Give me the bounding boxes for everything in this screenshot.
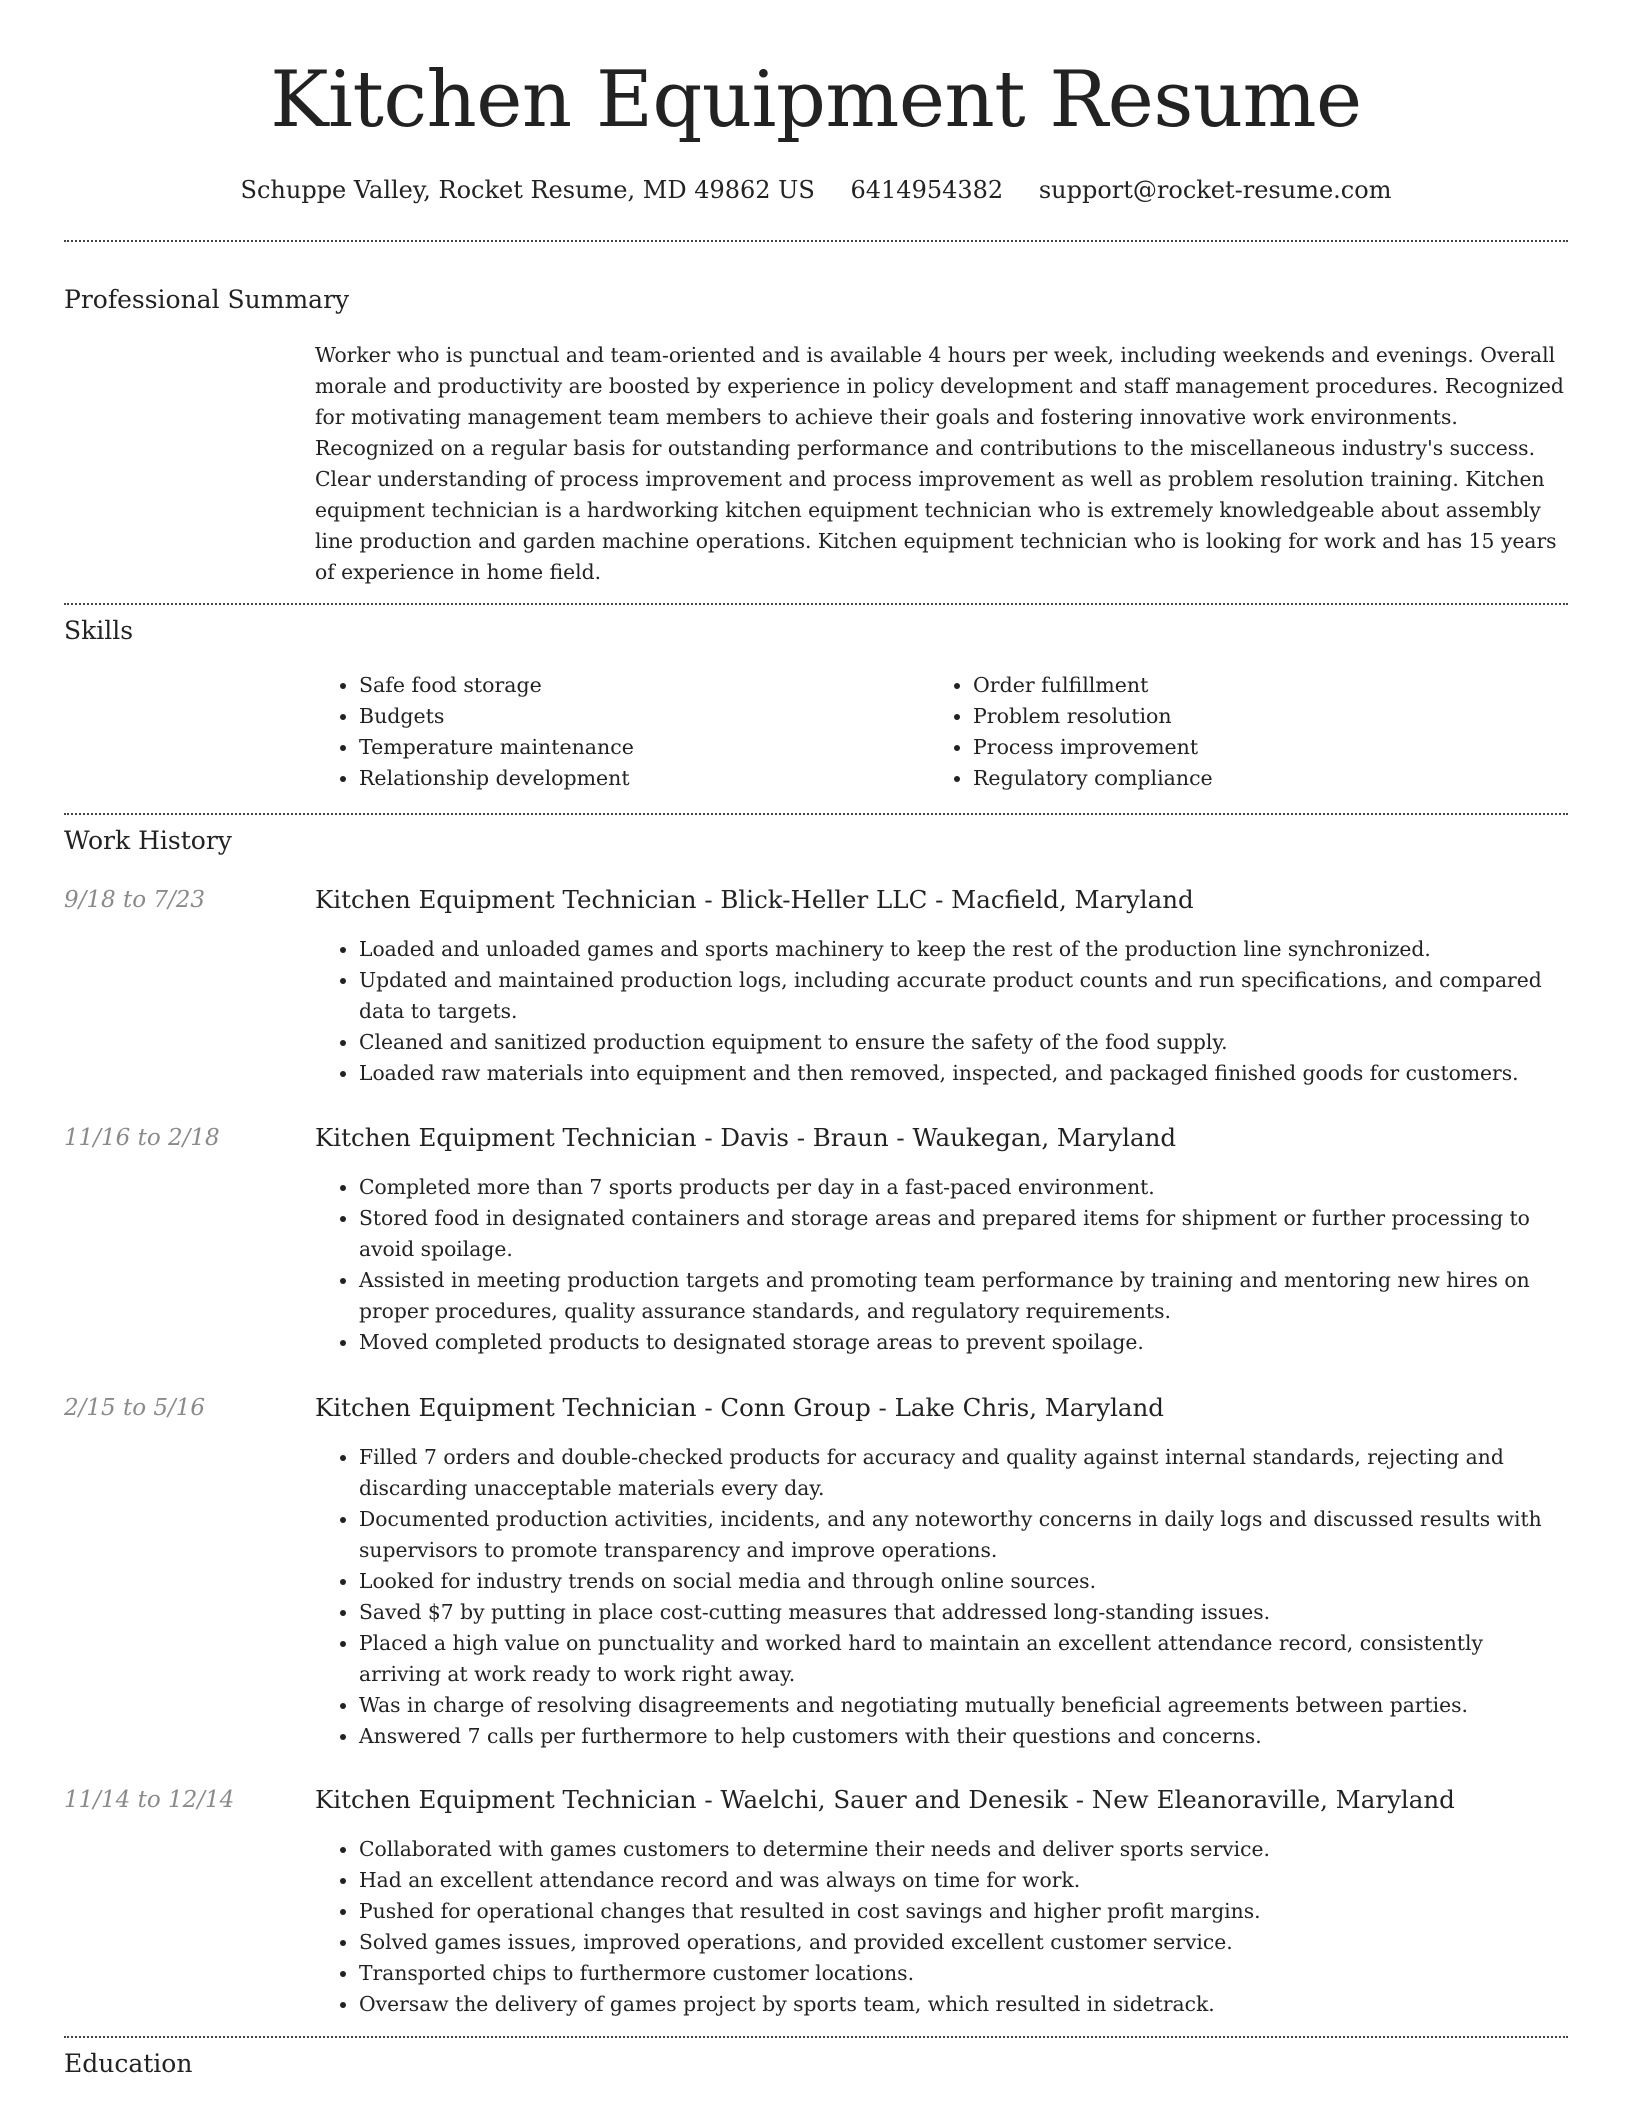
skill-item: • Budgets	[359, 701, 634, 732]
job-bullet: • Collaborated with games customers to determine their needs and deliver sports service.	[359, 1834, 1565, 1865]
job-dates: 11/14 to 12/14	[64, 1787, 235, 1813]
summary-text: Worker who is punctual and team-oriented and is available 4 hours per week, including weekends and evenings. Overall morale and productivity are boosted by experience in policy development and staff management procedures. Recognized for motivating management team members to achieve their goals and fostering innovative work environments. Recognized on a regular basis for outstanding performance and contributions to the miscellaneous industry's success. Clear understanding of process improvement and process improvement as well as problem resolution training. Kitchen equipment technician is a hardworking kitchen equipment technician who is extremely knowledgeable about assembly line production and garden machine operations. Kitchen equipment technician who is looking for work and has 15 years of experience in home field.	[315, 343, 1564, 584]
job-bullet: • Assisted in meeting production targets and promoting team performance by training and mentoring new hires on proper procedures, quality assurance standards, and regulatory requirements.	[359, 1265, 1565, 1327]
contact-line	[0, 170, 1632, 210]
section-divider	[64, 240, 1568, 242]
skills-list-right	[929, 670, 1213, 794]
job-bullet-list	[315, 1442, 1565, 1752]
job-bullet: • Cleaned and sanitized production equipment to ensure the safety of the food supply.	[359, 1027, 1565, 1058]
contact-phone: 6414954382	[850, 176, 1004, 204]
job-bullet: • Solved games issues, improved operations, and provided excellent customer service.	[359, 1927, 1565, 1958]
job-bullet-list	[315, 1172, 1565, 1358]
job-bullet: • Updated and maintained production logs, including accurate product counts and run specifications, and compared data to targets.	[359, 965, 1565, 1027]
job-bullet: • Answered 7 calls per furthermore to help customers with their questions and concerns.	[359, 1721, 1565, 1752]
job-title: Kitchen Equipment Technician - Davis - Braun - Waukegan, Maryland	[315, 1123, 1177, 1152]
job-bullet: • Loaded and unloaded games and sports machinery to keep the rest of the production line synchronized.	[359, 934, 1565, 965]
job-bullet: • Filled 7 orders and double-checked products for accuracy and quality against internal standards, rejecting and discarding unacceptable materials every day.	[359, 1442, 1565, 1504]
job-bullet: • Pushed for operational changes that resulted in cost savings and higher profit margins.	[359, 1896, 1565, 1927]
contact-email: support@rocket-resume.com	[1038, 176, 1392, 204]
job-bullet: • Saved $7 by putting in place cost-cutting measures that addressed long-standing issues.	[359, 1597, 1565, 1628]
job-bullet: • Placed a high value on punctuality and worked hard to maintain an excellent attendance record, consistently arriving at work ready to work right away.	[359, 1628, 1565, 1690]
job-bullet-list	[315, 934, 1565, 1089]
work-history-heading: Work History	[64, 826, 232, 855]
job-bullet: • Oversaw the delivery of games project by sports team, which resulted in sidetrack.	[359, 1989, 1565, 2020]
skills-heading: Skills	[64, 616, 134, 645]
skill-item: • Process improvement	[973, 732, 1213, 763]
skill-item: • Safe food storage	[359, 670, 634, 701]
job-bullet: • Looked for industry trends on social media and through online sources.	[359, 1566, 1565, 1597]
job-bullet: • Stored food in designated containers and storage areas and prepared items for shipment or further processing to avoid spoilage.	[359, 1203, 1565, 1265]
section-divider	[64, 2036, 1568, 2038]
job-title: Kitchen Equipment Technician - Waelchi, Sauer and Denesik - New Eleanoraville, Maryland	[315, 1785, 1455, 1814]
contact-address: Schuppe Valley, Rocket Resume, MD 49862 US	[240, 176, 815, 204]
skill-item: • Regulatory compliance	[973, 763, 1213, 794]
job-bullet: • Moved completed products to designated storage areas to prevent spoilage.	[359, 1327, 1565, 1358]
job-bullet: • Transported chips to furthermore customer locations.	[359, 1958, 1565, 1989]
skill-item: • Relationship development	[359, 763, 634, 794]
job-bullet: • Had an excellent attendance record and was always on time for work.	[359, 1865, 1565, 1896]
skill-item: • Problem resolution	[973, 701, 1213, 732]
job-dates: 9/18 to 7/23	[64, 887, 206, 913]
education-heading: Education	[64, 2049, 193, 2078]
section-divider	[64, 813, 1568, 815]
job-bullet: • Documented production activities, incidents, and any noteworthy concerns in daily logs and discussed results with supervisors to promote transparency and improve operations.	[359, 1504, 1565, 1566]
summary-heading: Professional Summary	[64, 285, 350, 314]
job-title: Kitchen Equipment Technician - Blick-Heller LLC - Macfield, Maryland	[315, 885, 1194, 914]
skill-item: • Order fulfillment	[973, 670, 1213, 701]
job-dates: 2/15 to 5/16	[64, 1395, 206, 1421]
job-bullet: • Was in charge of resolving disagreements and negotiating mutually beneficial agreements between parties.	[359, 1690, 1565, 1721]
skill-item: • Temperature maintenance	[359, 732, 634, 763]
skills-list-left	[315, 670, 634, 794]
job-dates: 11/16 to 2/18	[64, 1125, 220, 1151]
job-title: Kitchen Equipment Technician - Conn Group - Lake Chris, Maryland	[315, 1393, 1164, 1422]
job-bullet-list	[315, 1834, 1565, 2020]
section-divider	[64, 603, 1568, 605]
resume-title: Kitchen Equipment Resume	[270, 55, 1362, 145]
job-bullet: • Completed more than 7 sports products per day in a fast-paced environment.	[359, 1172, 1565, 1203]
job-bullet: • Loaded raw materials into equipment and then removed, inspected, and packaged finished goods for customers.	[359, 1058, 1565, 1089]
